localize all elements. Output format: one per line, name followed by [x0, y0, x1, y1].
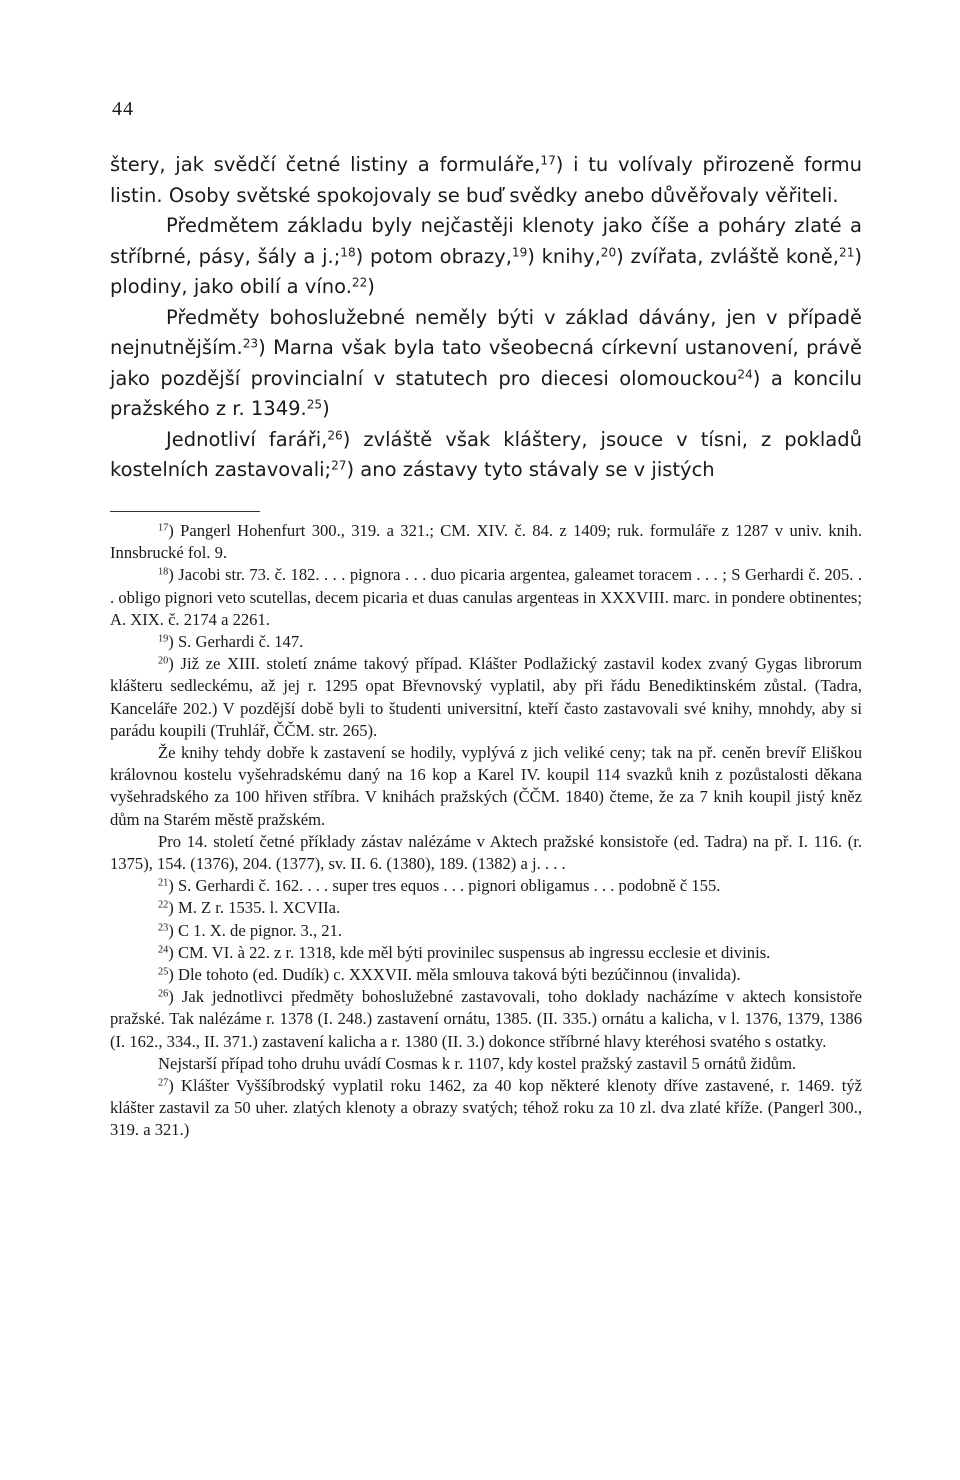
footnote-marker: 17 — [540, 153, 556, 168]
footnote-marker: 25 — [158, 966, 169, 978]
footnote — [110, 653, 862, 742]
text-run: ) zvláště však kláštery, jsouce v tísni, z pokladů kostelních zastavovali; — [110, 427, 862, 481]
footnote-marker: 27 — [331, 458, 347, 473]
body-paragraph — [110, 425, 862, 486]
text-run: ) Již ze XIII. století známe takový případ. Klášter Podlažický zastavil kodex zvaný Gygas librorum klášteru sedleckému, až jej r. 1295 opat Břevnovský vyplatil, aby při řádu Benediktinském zůstal. (Tadra, Kanceláře 202.) V pozdější době byli to študenti universitní, kteří často zastavovali své knihy, mnohdy, aby si parádu koupili (Truhlář, ČČM. str. 265). — [110, 654, 862, 740]
footnote-marker: 27 — [158, 1077, 169, 1089]
text-run: štery, jak svědčí četné listiny a formuláře, — [110, 153, 541, 176]
footnote — [110, 964, 862, 986]
footnote-marker: 21 — [158, 877, 169, 889]
text-run: Jednotliví faráři, — [166, 427, 328, 451]
footnote — [110, 942, 862, 964]
body-paragraph — [110, 150, 862, 211]
text-run: ) plodiny, jako obilí a víno. — [110, 244, 862, 298]
footnote — [110, 986, 862, 1053]
footnote-marker: 23 — [158, 922, 169, 933]
footnote-marker: 24 — [158, 944, 169, 956]
main-text — [110, 150, 862, 486]
text-run: ) Dle tohoto (ed. Dudík) c. XXXVII. měla smlouva taková býti bezúčinnou (invalida). — [168, 965, 741, 985]
text-run: ) S. Gerhardi č. 162. . . . super tres equos . . . pignori obligamus . . . podobně č 155. — [168, 876, 721, 896]
page-number: 44 — [112, 98, 134, 120]
footnote-marker: 25 — [306, 397, 323, 412]
footnote — [110, 564, 862, 631]
footnote-marker: 26 — [327, 427, 343, 442]
text-run: ) M. Z r. 1535. l. XCVIIa. — [168, 898, 341, 918]
footnote — [110, 631, 862, 653]
text-run: Pro 14. století četné příklady zástav nalézáme v Aktech pražské konsistoře (ed. Tadra) na př. I. 116. (r. 1375), 154. (1376), 204. (1377), sv. II. 6. (1380), 189. (1382) a j. . . . — [110, 831, 862, 874]
footnote-marker: 22 — [158, 899, 169, 911]
footnote — [110, 897, 862, 919]
text-run: ) potom obrazy, — [355, 244, 512, 268]
text-run: ) Klášter Vyššíbrodský vyplatil roku 1462, za 40 kop některé klenoty dříve zastavené, r. 1469. týž klášter zastavil za 50 uher. zlatých klenoty a obrazy svatých; téhož roku za 10 zl. dva zlaté kříže. (Pangerl 300., 319. a 321.) — [110, 1076, 862, 1140]
text-run: ) ano zástavy tyto stávaly se v jistých — [346, 458, 715, 481]
footnote — [110, 920, 862, 942]
footnote-continuation — [110, 742, 862, 831]
text-run: ) i tu volívaly přirozeně formu listin. Osoby světské spokojovaly se buď svědky anebo důvěřovaly věřiteli. — [110, 153, 862, 207]
body-paragraph — [110, 303, 862, 425]
text-run: ) S. Gerhardi č. 147. — [168, 632, 304, 652]
body-paragraph — [110, 211, 862, 303]
text-run: ) CM. VI. à 22. z r. 1318, kde měl býti provinilec suspensus ab ingressu ecclesie et divinis. — [168, 942, 771, 962]
text-run: ) a koncilu pražského z r. 1349. — [110, 366, 862, 420]
footnote-separator — [110, 511, 260, 512]
text-run: ) Pangerl Hohenfurt 300., 319. a 321.; CM. XIV. č. 84. z 1409; ruk. formuláře z 1287 v univ. knih. Innsbrucké fol. 9. — [110, 521, 862, 563]
footnotes — [110, 520, 862, 1142]
footnote-marker: 21 — [839, 244, 855, 259]
footnote-marker: 17 — [158, 522, 169, 534]
text-run: Nejstarší případ toho druhu uvádí Cosmas k r. 1107, kdy kostel pražský zastavil 5 ornátů židům. — [158, 1053, 797, 1073]
text-run: Předmětem základu byly nejčastěji klenoty jako číše a poháry zlaté a stříbrné, pásy, šály a j.; — [110, 214, 862, 268]
text-run: Předměty bohoslužebné neměly býti v základ dávány, jen v případě nejnutnějším. — [110, 305, 862, 359]
text-run: ) Jak jednotlivci předměty bohoslužebné zastavovali, toho doklady nacházíme v aktech konsistoře pražské. Tak nalézáme r. 1378 (I. 248.) zastavení ornátu, 1385. (II. 335.) ornátu a kalicha, v l. 1376, 1379, 1386 (I. 162., 334., II. 371.) zastavení kalicha a r. 1380 (II. 3.) dokonce stříbrné hlavy kteréhosi svatého s ostatky. — [110, 987, 862, 1051]
text-run: ) — [322, 397, 330, 420]
footnote-marker: 19 — [511, 244, 528, 259]
footnote — [110, 875, 862, 897]
footnote-marker: 22 — [351, 275, 368, 290]
text-run: Že knihy tehdy dobře k zastavení se hodily, vyplývá z jich veliké ceny; tak na př. ceněn brevíř Eliškou královnou kostelu vyšehradskému daný na 16 kop a Karel IV. koupil 114 svazků knih z pozůstalosti děkana vyšehradského za 100 hřiven stříbra. V knihách pražských (ČČM. 1840) čteme, že za 7 knih koupil jistý kněz dům na Starém městě pražském. — [110, 743, 862, 829]
footnote-marker: 26 — [158, 988, 169, 1000]
footnote-continuation — [110, 1053, 862, 1075]
footnote-marker: 19 — [158, 633, 169, 645]
footnote-marker: 18 — [158, 566, 169, 578]
footnote-marker: 24 — [737, 366, 753, 381]
footnote-marker: 18 — [340, 244, 356, 259]
text-run: ) C 1. X. de pignor. 3., 21. — [168, 920, 343, 940]
footnote-marker: 20 — [158, 655, 169, 667]
footnote — [110, 1075, 862, 1142]
text-run: ) Marna však byla tato všeobecná církevní ustanovení, právě jako pozdější provincialní v statutech pro diecesi olomouckou — [110, 336, 862, 390]
footnote-marker: 23 — [242, 336, 259, 351]
text-run: ) — [367, 275, 375, 298]
text-run: ) knihy, — [527, 244, 601, 268]
footnote — [110, 520, 862, 564]
text-run: ) zvířata, zvláště koně, — [616, 244, 840, 268]
footnote-continuation — [110, 831, 862, 875]
text-run: ) Jacobi str. 73. č. 182. . . . pignora . . . duo picaria argentea, galeamet toracem . . . ; S Gerhardi č. 205. . . obligo pignori veto scutellas, decem picaria et duas canulas argenteas in XXXVIII. marc. in pondere obtinentes; A. XIX. č. 2174 a 2261. — [110, 565, 862, 629]
footnote-marker: 20 — [600, 244, 617, 259]
